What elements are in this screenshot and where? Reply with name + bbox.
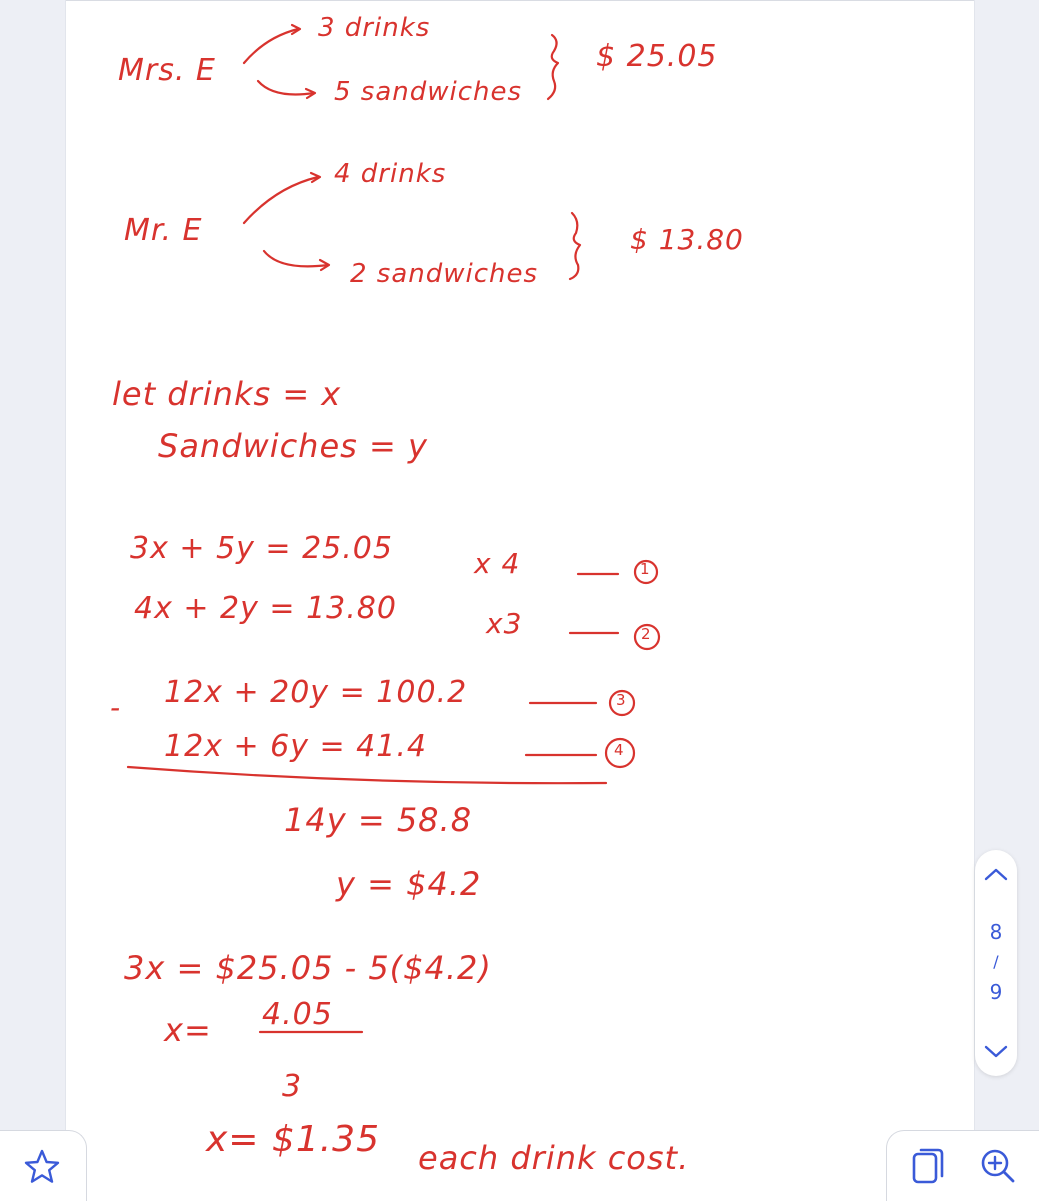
equation-8-denominator: 3 [282,1069,303,1104]
note-page [66,0,974,1201]
equation-2-tag: 2 [641,625,652,643]
current-page-number: 8 [989,920,1003,944]
let-drinks-line: let drinks = x [112,375,342,413]
total-page-count: 9 [989,980,1003,1004]
mr-e-label: Mr. E [124,213,203,248]
equation-7: 3x = $25.05 - 5($4.2) [124,949,492,987]
chevron-up-icon [983,866,1009,882]
zoom-in-button[interactable] [975,1143,1021,1189]
equation-3: 12x + 20y = 100.2 [164,675,468,710]
copy-button[interactable] [905,1143,951,1189]
equation-9-note: each drink cost. [418,1139,690,1177]
mrs-drinks-text: 3 drinks [318,13,431,43]
mr-sandwiches-text: 2 sandwiches [350,259,539,289]
arrow-drinks-mr [244,177,318,223]
mr-drinks-text: 4 drinks [334,159,447,189]
mr-total-text: $ 13.80 [630,223,744,256]
mrs-e-label: Mrs. E [118,53,216,88]
page-up-button[interactable] [975,854,1017,894]
equation-9: x= $1.35 [206,1119,380,1160]
copy-icon [910,1146,946,1186]
equation-8-numerator: 4.05 [262,997,333,1032]
equation-6: y = $4.2 [336,865,482,903]
page-navigator [975,850,1017,1076]
subtraction-line [128,767,606,783]
brace-mrs [548,35,558,99]
chevron-down-icon [983,1044,1009,1060]
star-icon [22,1147,62,1187]
brace-mr [570,213,580,279]
arrow-sandwiches-mr [264,251,328,266]
equation-2: 4x + 2y = 13.80 [134,591,397,626]
page-down-button[interactable] [975,1032,1017,1072]
page-separator: / [993,952,999,971]
mrs-total-text: $ 25.05 [596,39,718,74]
bookmark-panel [0,1130,87,1201]
minus-sign: - [110,691,122,724]
arrow-sandwiches-mrs [258,81,314,95]
equation-1-multiplier: x 4 [474,547,521,580]
bookmark-button[interactable] [20,1145,64,1189]
mrs-sandwiches-text: 5 sandwiches [334,77,523,107]
equation-2-multiplier: x3 [486,607,523,640]
equation-4-tag: 4 [614,741,625,759]
equation-1: 3x + 5y = 25.05 [130,531,393,566]
equation-4: 12x + 6y = 41.4 [164,729,427,764]
zoom-in-icon [978,1146,1018,1186]
equation-3-tag: 3 [616,691,627,709]
equation-1-tag: 1 [640,560,651,578]
equation-8-lhs: x= [164,1011,212,1049]
let-sandwiches-line: Sandwiches = y [158,427,428,465]
arrow-drinks-mrs [244,29,298,63]
tools-panel [886,1130,1039,1201]
equation-5: 14y = 58.8 [284,801,473,839]
